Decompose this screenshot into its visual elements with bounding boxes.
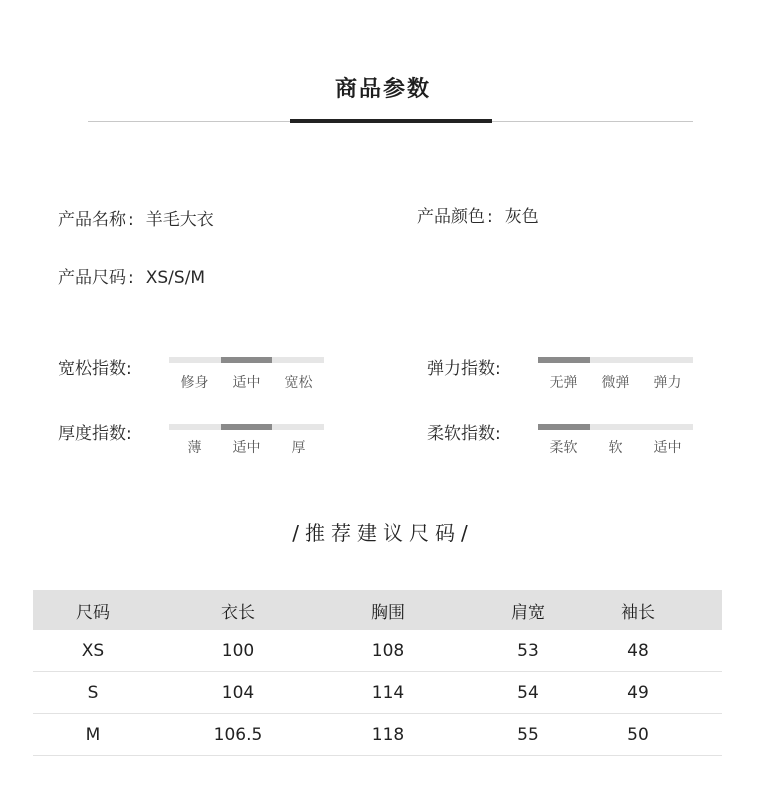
table-cell: 53 [517,640,539,661]
softness-option-1: 柔软 [549,440,578,456]
table-cell: 55 [517,724,539,745]
param-product-size [58,263,205,288]
elasticity-option-3: 弹力 [653,375,682,391]
thickness-option-1: 薄 [187,440,202,456]
table-row [33,672,722,714]
param-product-color [417,202,539,227]
thickness-option-3: 厚 [291,440,306,456]
table-cell: 100 [221,640,255,661]
table-cell: 48 [627,640,649,661]
elasticity-option-2: 微弹 [601,375,630,391]
softness-index-bar [538,424,693,430]
header-cell-length: 衣长 [221,602,255,623]
section-title: 商品参数 [334,77,431,102]
param-product-name [58,205,214,230]
thickness-index-bar [169,424,324,430]
fit-index-fill [221,357,273,363]
param-label: 产品名称 [58,210,126,230]
table-cell: 114 [371,682,405,703]
param-label: 产品尺码 [58,268,126,288]
table-cell: 118 [371,724,405,745]
softness-option-2: 软 [608,440,623,456]
table-row [33,630,722,672]
fit-option-3: 宽松 [284,375,313,391]
header-cell-chest: 胸围 [371,602,405,623]
param-value: 羊毛大衣 [145,210,214,230]
table-cell: S [87,682,99,703]
fit-option-2: 适中 [232,375,261,391]
table-cell: 54 [517,682,539,703]
header-cell-sleeve: 袖长 [621,602,655,623]
table-cell: 108 [371,640,405,661]
param-label: 产品颜色 [417,207,485,227]
table-row [33,714,722,756]
table-header [33,590,722,630]
thickness-option-2: 适中 [232,440,261,456]
size-table [33,590,722,756]
elasticity-index-bar [538,357,693,363]
fit-index-label: 宽松指数: [58,359,132,379]
param-separator: : [128,268,134,288]
table-cell: XS [81,640,105,661]
fit-option-1: 修身 [180,375,209,391]
thickness-index-label: 厚度指数: [58,424,132,444]
header-cell-shoulder: 肩宽 [511,602,545,623]
param-separator: : [128,210,134,230]
fit-index-bar [169,357,324,363]
recommend-title: /推荐建议尺码/ [292,521,474,545]
param-value: XS/S/M [145,268,206,288]
param-separator: : [487,207,493,227]
softness-option-3: 适中 [653,440,682,456]
table-cell: 49 [627,682,649,703]
table-cell: 104 [221,682,255,703]
elasticity-index-fill [538,357,590,363]
elasticity-index-label: 弹力指数: [427,359,501,379]
elasticity-option-1: 无弹 [549,375,578,391]
softness-index-fill [538,424,590,430]
table-cell: M [85,724,101,745]
thickness-index-fill [221,424,273,430]
header-cell-size: 尺码 [76,602,110,623]
title-underline [290,119,492,123]
param-value: 灰色 [504,207,539,227]
table-cell: 50 [627,724,649,745]
table-cell: 106.5 [213,724,263,745]
softness-index-label: 柔软指数: [427,424,501,444]
